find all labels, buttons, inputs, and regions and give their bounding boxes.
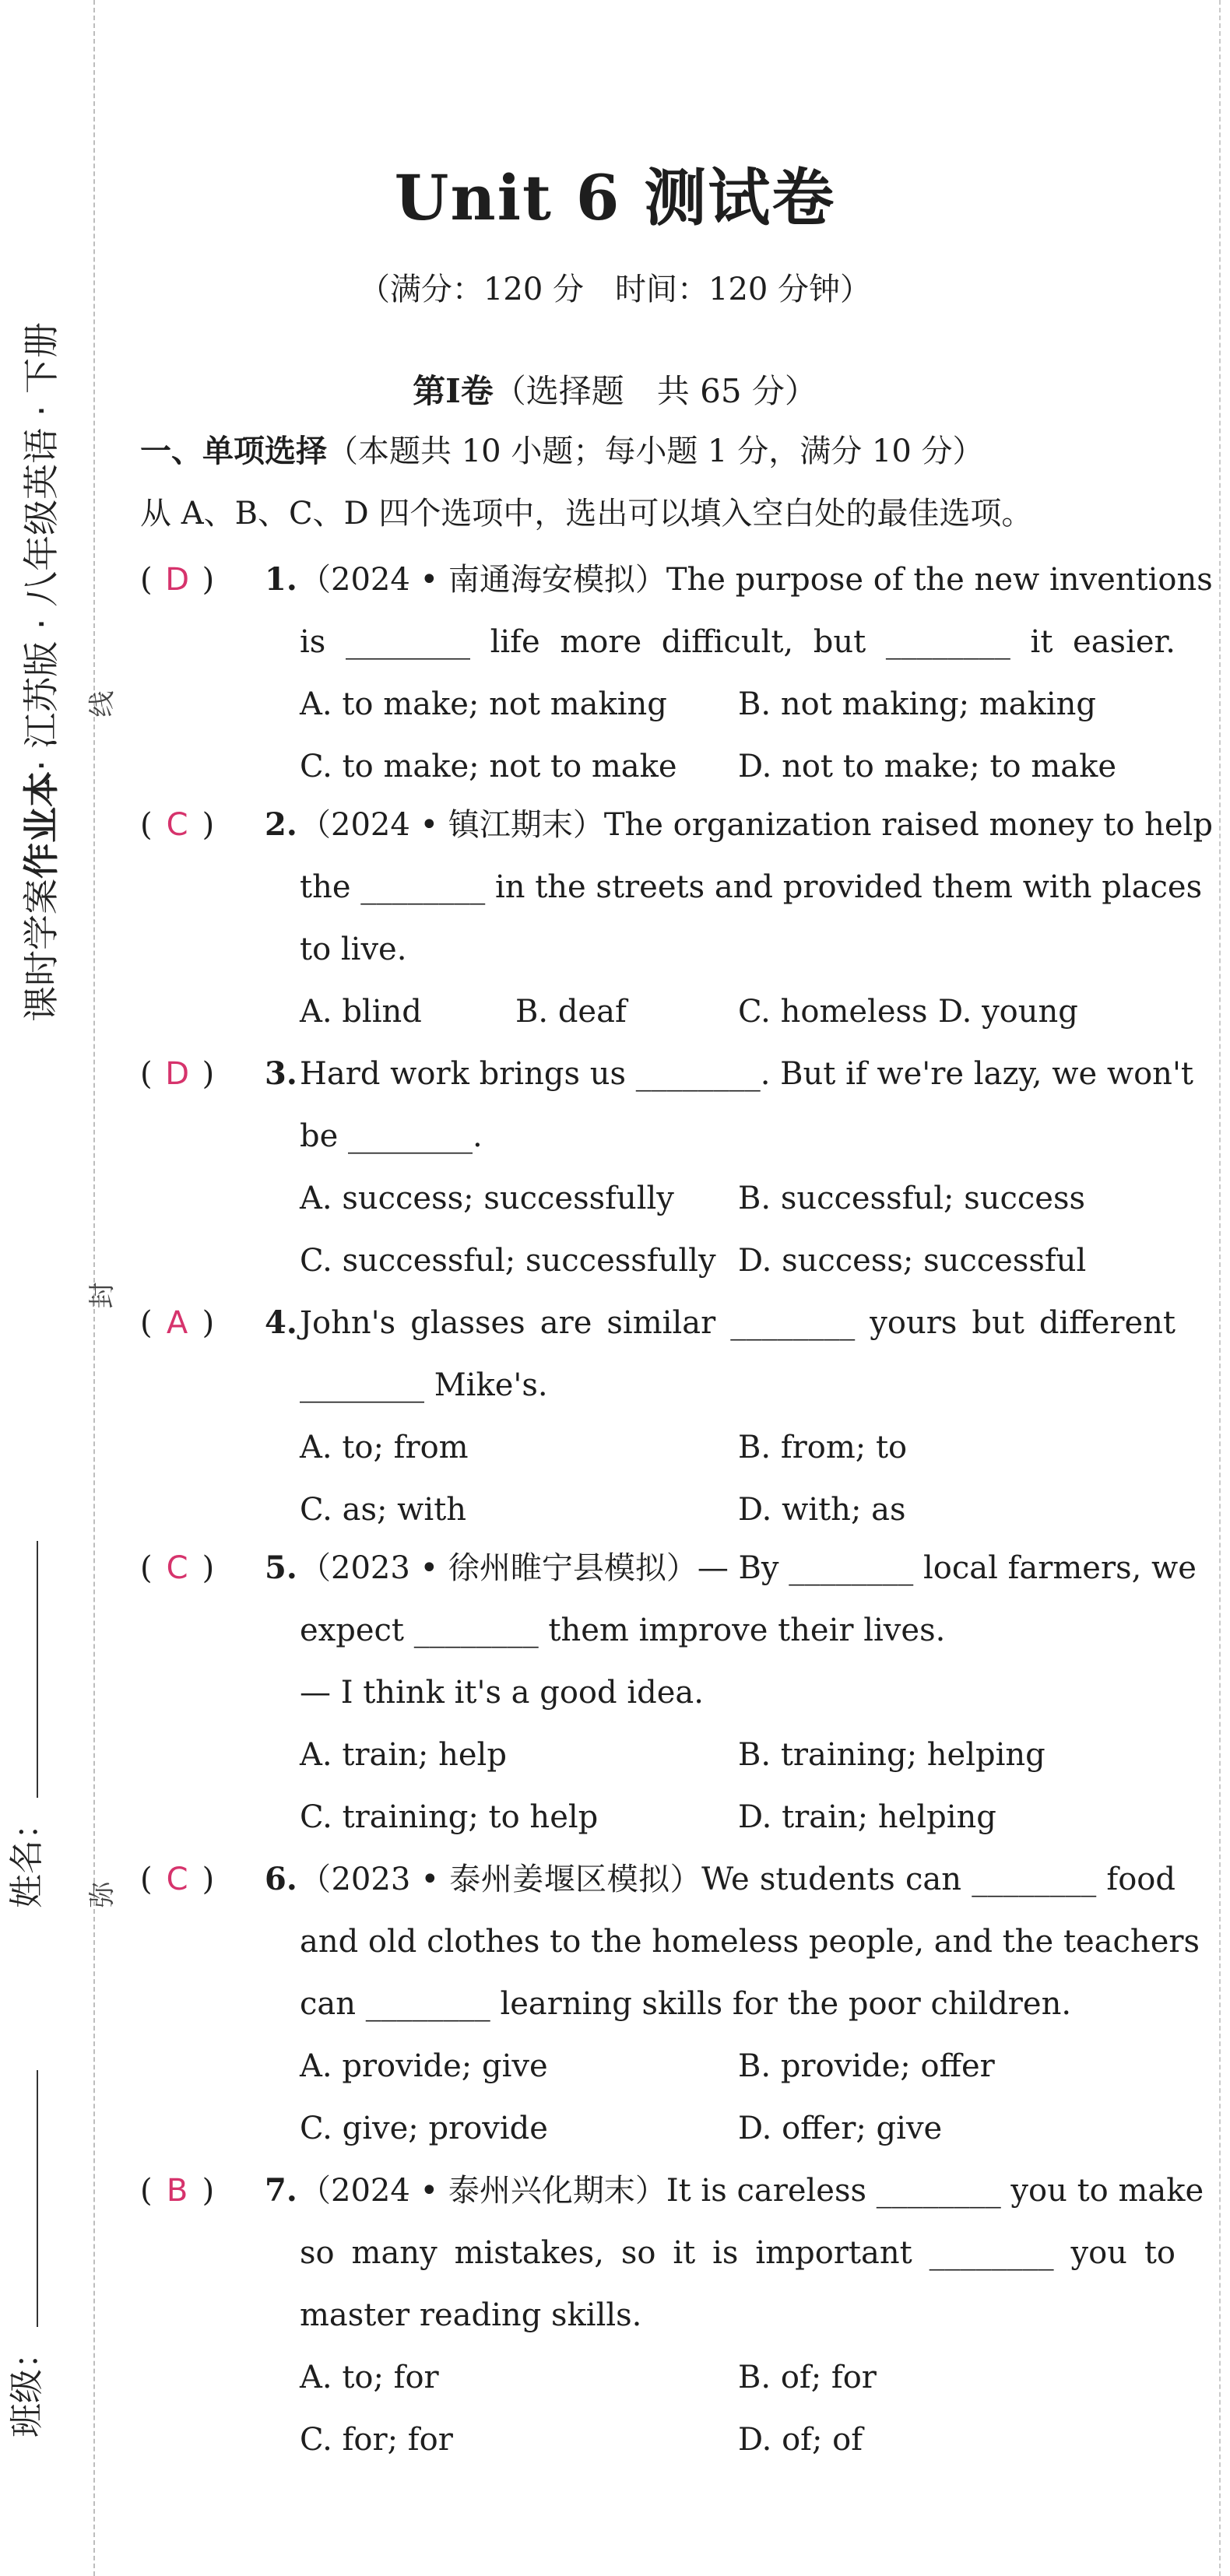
question-text: John's glasses are similar ________ yours but different bbox=[300, 1305, 1176, 1341]
question-text: is ________ life more difficult, but ________ it easier. bbox=[300, 624, 1176, 660]
question-text: （2023 • 徐州睢宁县模拟）— By ________ local farmers, we bbox=[300, 1550, 1197, 1586]
option-d: D. not to make; to make bbox=[738, 749, 1117, 784]
student-class-field[interactable] bbox=[0, 2002, 48, 2437]
question-6: ( C ) 6. （2023 • 泰州姜堰区模拟）We students can ________ food and old clothes to the homeless people, and the teachers can ________ learning skills for the poor children. A. provide; give B. provide; offer C. give; provide D. offer; give bbox=[140, 1848, 1176, 2160]
cut-mark-line: 线 bbox=[86, 690, 118, 718]
question-text: （2024 • 南通海安模拟）The purpose of the new inventions bbox=[300, 562, 1213, 598]
question-5: ( C ) 5. （2023 • 徐州睢宁县模拟）— By ________ local farmers, we expect ________ them improve their lives. — I think it's a good idea. A. train; help B. training; helping C. training; to help D. train; helping bbox=[140, 1537, 1176, 1848]
class-label: 班级： bbox=[7, 2335, 47, 2437]
question-text: master reading skills. bbox=[300, 2297, 642, 2333]
option-d: D. young bbox=[938, 994, 1078, 1030]
option-d: D. offer; give bbox=[738, 2111, 943, 2146]
question-text: the ________ in the streets and provided them with places bbox=[300, 869, 1203, 905]
option-d: D. with; as bbox=[738, 1492, 906, 1528]
option-a: A. to; for bbox=[300, 2360, 439, 2395]
student-name-field[interactable] bbox=[0, 1472, 48, 1908]
section-instruction: 从 A、B、C、D 四个选项中，选出可以填入空白处的最佳选项。 bbox=[140, 496, 1033, 532]
question-7: ( B ) 7. （2024 • 泰州兴化期末）It is careless ________ you to make so many mistakes, so it is important ________ you to master reading skills. A. to; for B. of; for C. for; for D. of; of bbox=[140, 2160, 1176, 2471]
part-heading: 第Ⅰ卷（选择题 共 65 分） bbox=[413, 372, 817, 410]
question-text: （2024 • 泰州兴化期末）It is careless ________ you to make bbox=[300, 2173, 1204, 2209]
question-2: ( C ) 2. （2024 • 镇江期末）The organization raised money to help the ________ in the streets and provided them with places to live. A. blind B. deaf C. homeless D. young bbox=[140, 794, 1176, 1043]
cut-mark-secret: 弥 bbox=[86, 1881, 118, 1908]
answer-mark: B bbox=[166, 2173, 188, 2209]
option-c: C. as; with bbox=[300, 1492, 467, 1528]
page-title: Unit 6 测试卷 bbox=[394, 161, 836, 234]
option-a: A. train; help bbox=[300, 1737, 507, 1773]
question-3: ( D ) 3. Hard work brings us ________. But if we're lazy, we won't be ________. A. success; successfully B. successful; success C. successful; successfully D. success; successful bbox=[140, 1043, 1176, 1292]
name-label: 姓名： bbox=[7, 1806, 47, 1908]
cut-mark-seal: 封 bbox=[86, 1282, 118, 1309]
question-text: can ________ learning skills for the poor children. bbox=[300, 1986, 1072, 2022]
option-b: B. provide; offer bbox=[738, 2048, 995, 2084]
option-d: D. success; successful bbox=[738, 1243, 1087, 1279]
question-4: ( A ) 4. John's glasses are similar ________ yours but different ________ Mike's. A. to; from B. from; to C. as; with D. with; as bbox=[140, 1292, 1176, 1541]
answer-mark: A bbox=[166, 1305, 188, 1341]
option-b: B. of; for bbox=[738, 2360, 877, 2395]
option-a: A. to; from bbox=[300, 1430, 469, 1465]
question-text: to live. bbox=[300, 932, 407, 967]
option-c: C. training; to help bbox=[300, 1799, 599, 1835]
option-b: B. successful; success bbox=[738, 1181, 1086, 1216]
option-a: A. provide; give bbox=[300, 2048, 548, 2084]
question-text: be ________. bbox=[300, 1118, 483, 1154]
question-text: ________ Mike's. bbox=[300, 1367, 548, 1403]
question-text: （2024 • 镇江期末）The organization raised money to help bbox=[300, 807, 1213, 843]
answer-mark: D bbox=[165, 1056, 190, 1092]
option-c: C. homeless bbox=[738, 994, 928, 1030]
option-b: B. training; helping bbox=[738, 1737, 1046, 1773]
question-text: Hard work brings us ________. But if we're lazy, we won't bbox=[300, 1056, 1194, 1092]
answer-mark: C bbox=[166, 807, 188, 843]
question-text: expect ________ them improve their lives. bbox=[300, 1613, 946, 1648]
option-c: C. successful; successfully bbox=[300, 1243, 716, 1279]
option-a: A. blind bbox=[300, 994, 422, 1030]
option-b: B. deaf bbox=[515, 994, 627, 1030]
option-c: C. give; provide bbox=[300, 2111, 548, 2146]
option-c: C. to make; not to make bbox=[300, 749, 677, 784]
question-text: so many mistakes, so it is important ________ you to bbox=[300, 2235, 1176, 2271]
option-b: B. from; to bbox=[738, 1430, 908, 1465]
question-1: ( D ) 1. （2024 • 南通海安模拟）The purpose of the new inventions is ________ life more difficult, but ________ it easier. A. to make; not making B. not making; making C. to make; not to make D. not to make; to make bbox=[140, 549, 1176, 798]
option-a: A. success; successfully bbox=[300, 1181, 674, 1216]
answer-mark: D bbox=[165, 562, 190, 598]
answer-mark: C bbox=[166, 1862, 188, 1897]
book-series-title: 课时学案作业本· 江苏版 · 八年级英语 · 下册 bbox=[20, 322, 62, 1022]
option-b: B. not making; making bbox=[738, 686, 1096, 722]
score-time-info: （满分：120 分 时间：120 分钟） bbox=[358, 272, 872, 307]
option-d: D. train; helping bbox=[738, 1799, 996, 1835]
question-text: （2023 • 泰州姜堰区模拟）We students can ________ food bbox=[300, 1862, 1176, 1897]
option-d: D. of; of bbox=[738, 2422, 863, 2458]
section-heading: 一、单项选择（本题共 10 小题；每小题 1 分，满分 10 分） bbox=[140, 433, 984, 469]
question-text: — I think it's a good idea. bbox=[300, 1675, 704, 1711]
option-c: C. for; for bbox=[300, 2422, 453, 2458]
option-a: A. to make; not making bbox=[300, 686, 667, 722]
answer-mark: C bbox=[166, 1550, 188, 1586]
question-text: and old clothes to the homeless people, and the teachers bbox=[300, 1924, 1200, 1960]
